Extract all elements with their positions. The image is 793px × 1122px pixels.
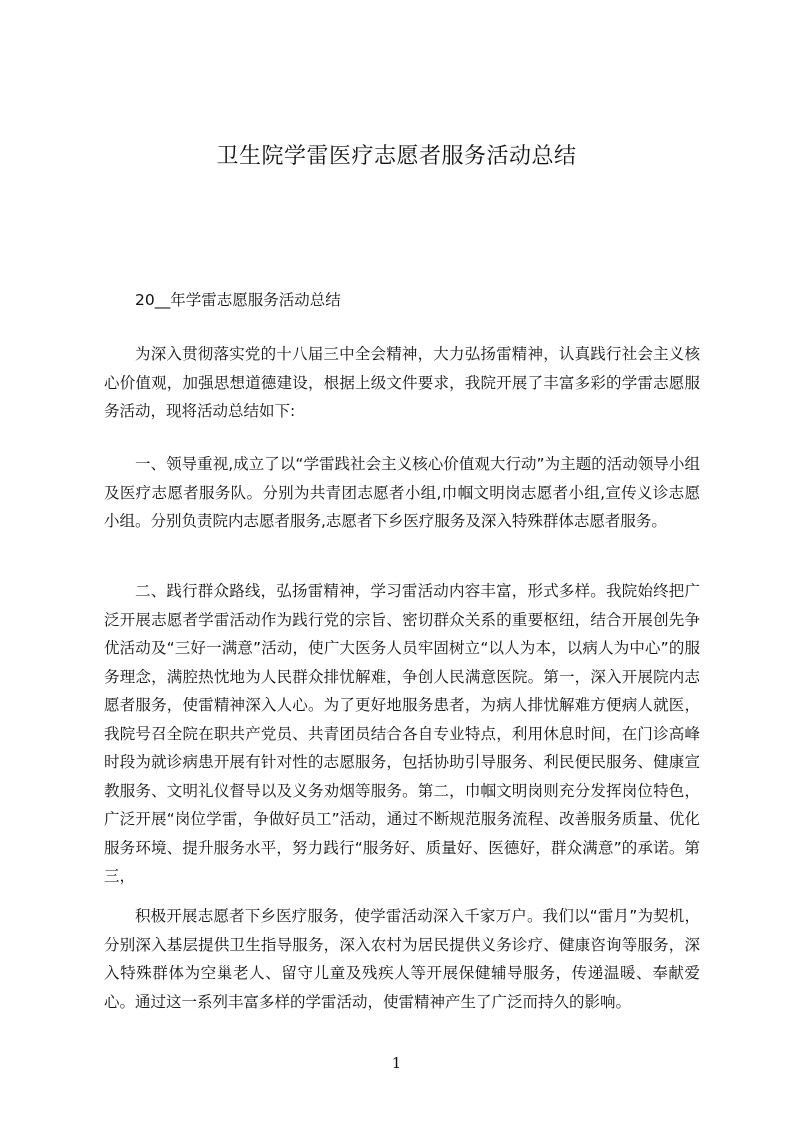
paragraph-mass-line: 二、践行群众路线，弘扬雷精神，学习雷活动内容丰富，形式多样。我院始终把广泛开展志愿者学雷活动作为践行党的宗旨、密切群众关系的重要枢纽，结合开展创先争优活动及“三好一满意”活动，使广大医务人员牢固树立“以人为本，以病人为中心”的服务理念，满腔热忱地为人民群众排忧解难，争创人民满意医院。第一，深入开展院内志愿者服务，使雷精神深入人心。为了更好地服务患者，为病人排忧解难方便病人就医，我院号召全院在职共产党员、共青团员结合各自专业特点，利用休息时间，在门诊高峰时段为就诊病患开展有针对性的志愿服务，包括协助引导服务、利民便民服务、健康宣教服务、文明礼仪督导以及义务劝烟等服务。第二，巾帼文明岗则充分发挥岗位特色，广泛开展“岗位学雷，争做好员工”活动，通过不断规范服务流程、改善服务质量、优化服务环境、提升服务水平，努力践行“服务好、质量好、医德好，群众满意”的承诺。第三， <box>104 582 700 885</box>
document-title: 卫生院学雷医疗志愿者服务活动总结 <box>216 144 577 169</box>
paragraph-rural-service: 积极开展志愿者下乡医疗服务，使学雷活动深入千家万户。我们以“雷月”为契机，分别深入基层提供卫生指导服务，深入农村为居民提供义务诊疗、健康咨询等服务，深入特殊群体为空巢老人、留守儿童及残疾人等开展保健辅导服务，传递温暖、奉献爱心。通过这一系列丰富多样的学雷活动，使雷精神产生了广泛而持久的影响。 <box>104 907 700 1011</box>
document-subtitle: 20__年学雷志愿服务活动总结 <box>135 291 341 309</box>
paragraph-leadership: 一、领导重视,成立了以“学雷践社会主义核心价值观大行动”为主题的活动领导小组及医疗志愿者服务队。分别为共青团志愿者小组,巾帼文明岗志愿者小组,宣传义诊志愿小组。分别负责院内志愿者服务,志愿者下乡医疗服务及深入特殊群体志愿者服务。 <box>104 455 700 530</box>
page-number: 1 <box>391 1054 402 1072</box>
paragraph-intro: 为深入贯彻落实党的十八届三中全会精神，大力弘扬雷精神，认真践行社会主义核心价值观，加强思想道德建设，根据上级文件要求，我院开展了丰富多彩的学雷志愿服务活动，现将活动总结如下: <box>104 345 700 420</box>
